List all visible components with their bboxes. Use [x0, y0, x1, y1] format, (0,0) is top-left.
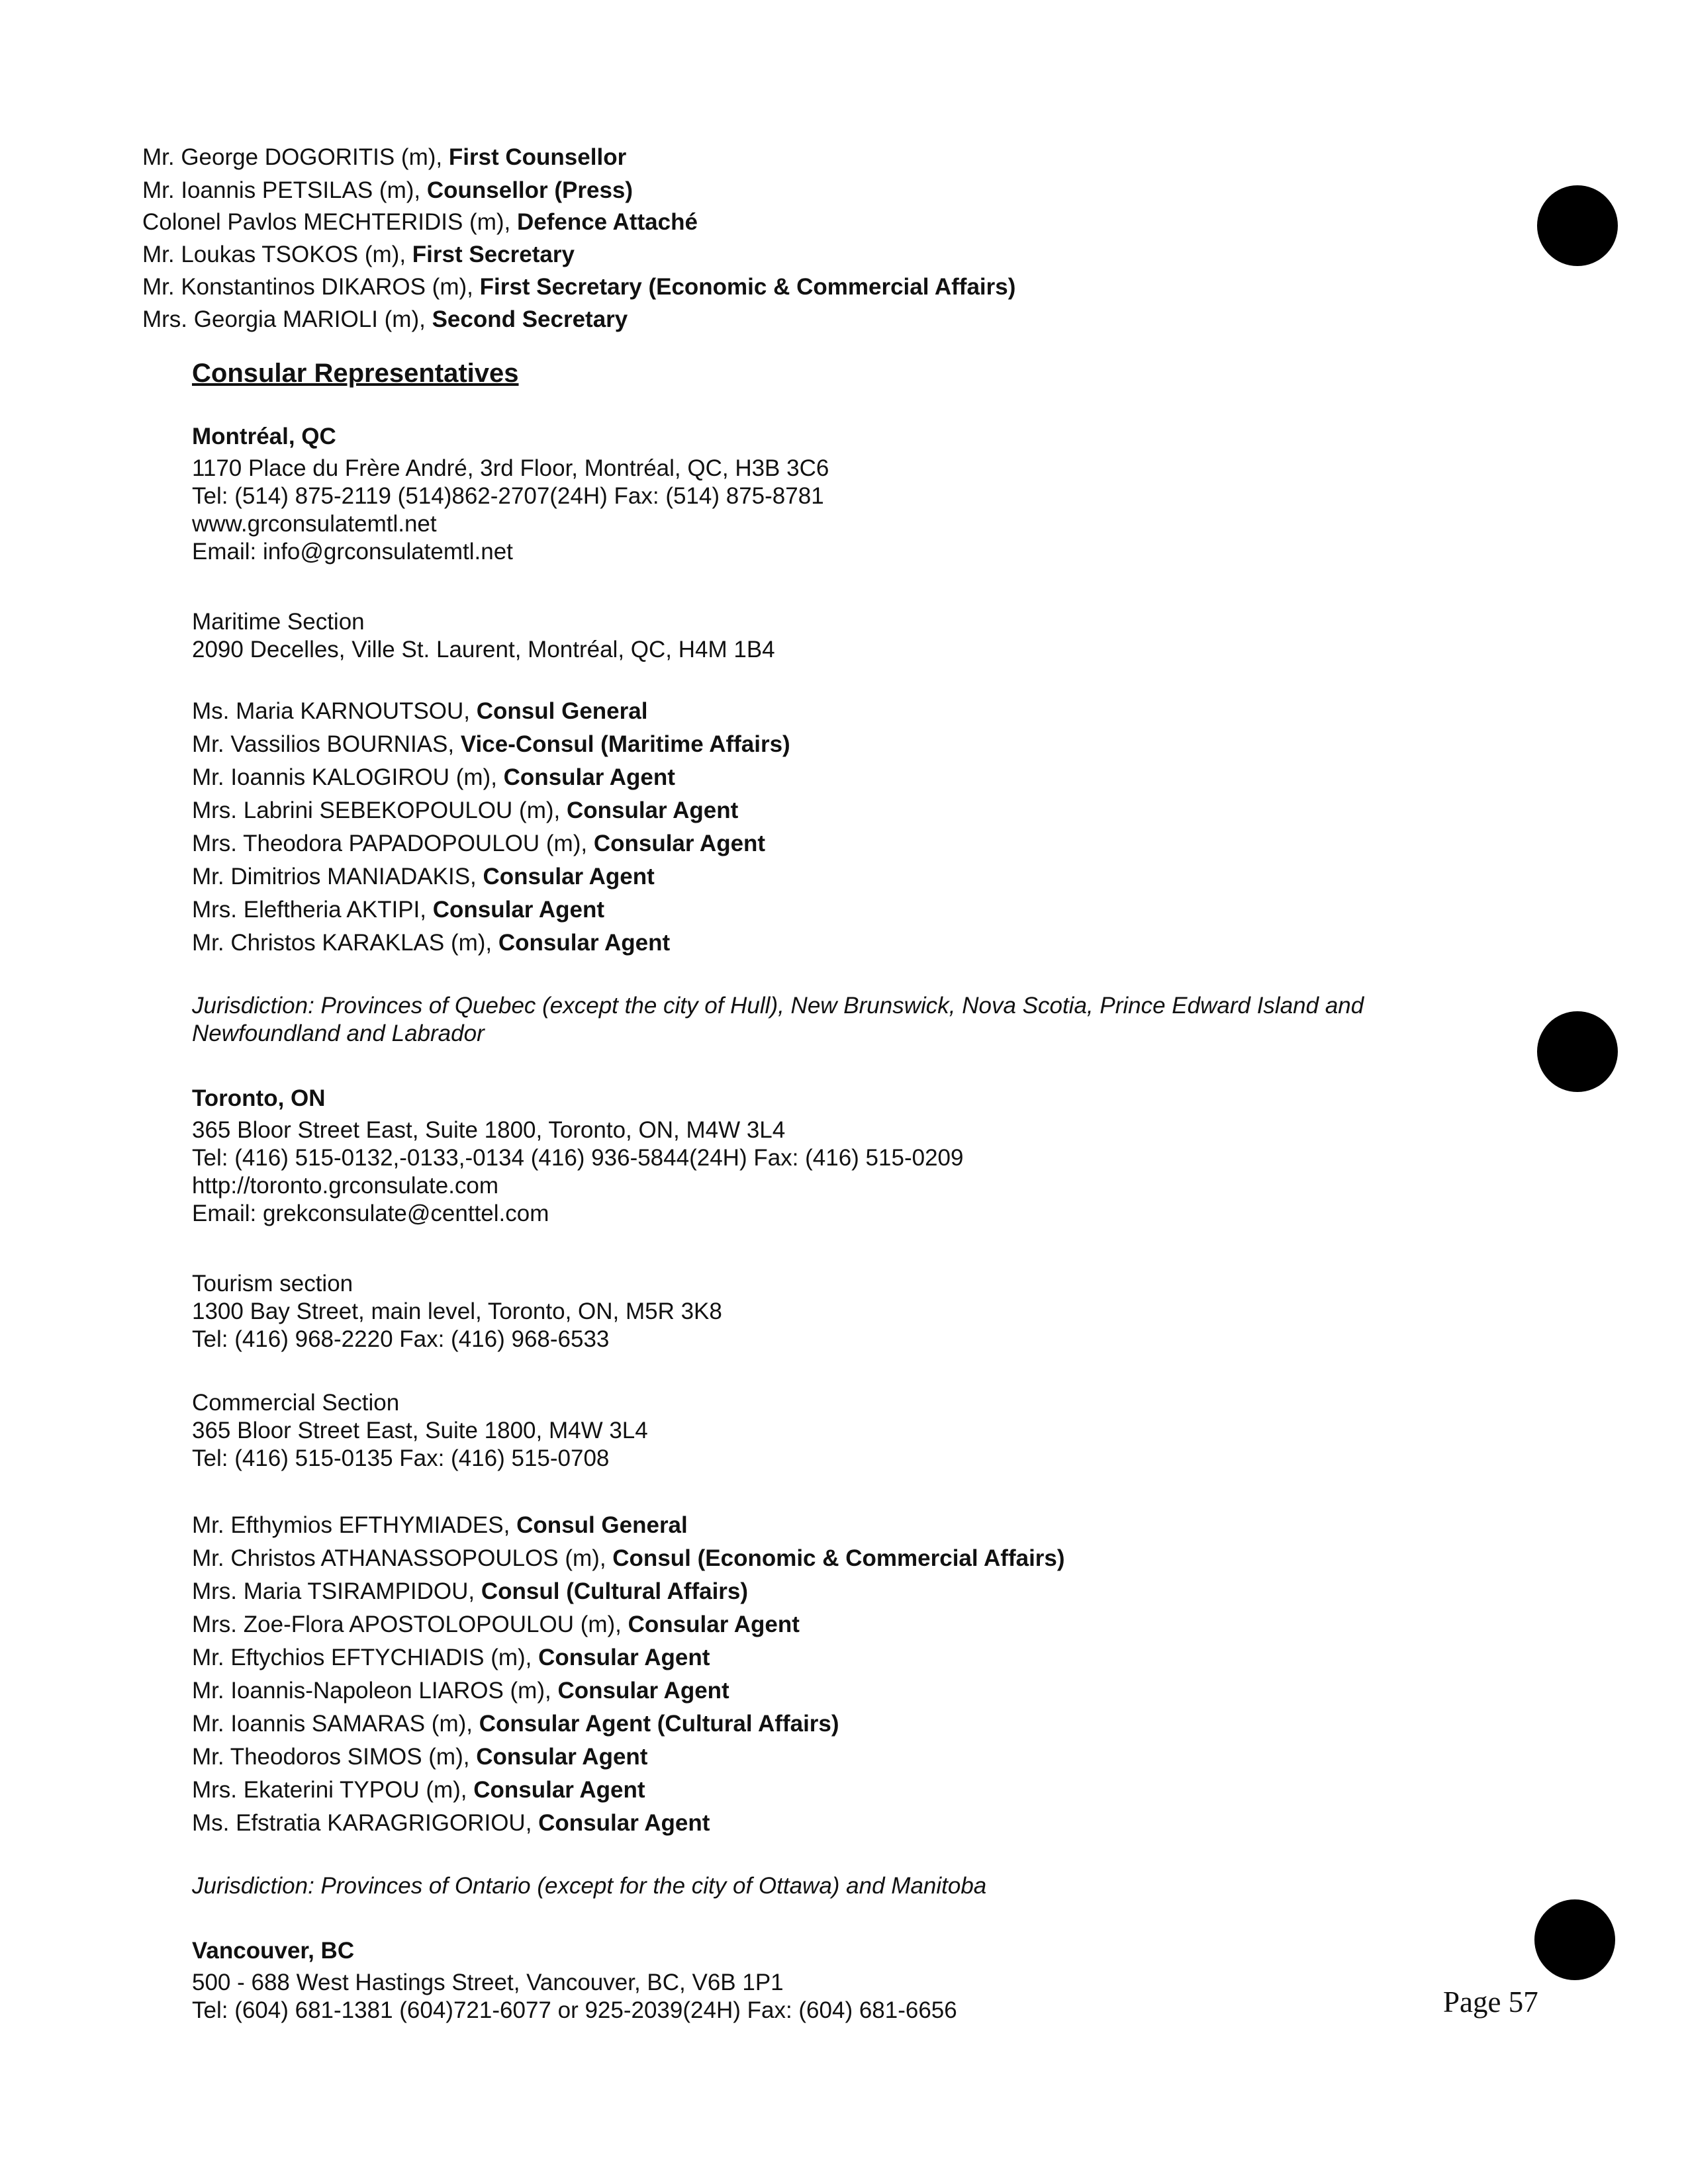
staff-line: Mr. Efthymios EFTHYMIADES, Consul General: [192, 1512, 688, 1538]
address: 365 Bloor Street East, Suite 1800, M4W 3L4: [192, 1418, 648, 1443]
section-heading: Consular Representatives: [192, 359, 519, 388]
email: Email: info@grconsulatemtl.net: [192, 539, 513, 565]
staff-line: Ms. Maria KARNOUTSOU, Consul General: [192, 698, 648, 724]
page-number: Page 57: [1443, 1985, 1538, 2019]
staff-line: Mr. Ioannis KALOGIROU (m), Consular Agent: [192, 764, 675, 790]
jurisdiction: Jurisdiction: Provinces of Ontario (except for the city of Ottawa) and Manitoba: [192, 1873, 987, 1899]
staff-line: Mrs. Theodora PAPADOPOULOU (m), Consular Agent: [192, 831, 766, 856]
staff-line: Mrs. Ekaterini TYPOU (m), Consular Agent: [192, 1777, 645, 1803]
section-label: Commercial Section: [192, 1390, 400, 1416]
address: 500 - 688 West Hastings Street, Vancouver, BC, V6B 1P1: [192, 1970, 784, 1995]
phone-fax: Tel: (604) 681-1381 (604)721-6077 or 925-2039(24H) Fax: (604) 681-6656: [192, 1997, 957, 2023]
phone-fax: Tel: (416) 515-0132,-0133,-0134 (416) 936-5844(24H) Fax: (416) 515-0209: [192, 1145, 964, 1171]
punch-hole: [1534, 1899, 1615, 1980]
staff-line: Mr. Vassilios BOURNIAS, Vice-Consul (Maritime Affairs): [192, 731, 790, 757]
address: 1300 Bay Street, main level, Toronto, ON, M5R 3K8: [192, 1298, 722, 1324]
phone-fax: Tel: (416) 515-0135 Fax: (416) 515-0708: [192, 1445, 610, 1471]
jurisdiction: Newfoundland and Labrador: [192, 1021, 485, 1046]
address: 1170 Place du Frère André, 3rd Floor, Montréal, QC, H3B 3C6: [192, 455, 829, 481]
staff-line: Mrs. Georgia MARIOLI (m), Second Secretary: [142, 306, 628, 332]
staff-line: Mrs. Labrini SEBEKOPOULOU (m), Consular Agent: [192, 797, 739, 823]
city-heading: Toronto, ON: [192, 1085, 326, 1111]
website: www.grconsulatemtl.net: [192, 511, 437, 537]
staff-line: Ms. Efstratia KARAGRIGORIOU, Consular Agent: [192, 1810, 710, 1836]
staff-line: Mr. Christos ATHANASSOPOULOS (m), Consul (Economic & Commercial Affairs): [192, 1545, 1065, 1571]
section-label: Tourism section: [192, 1271, 353, 1297]
website: http://toronto.grconsulate.com: [192, 1173, 499, 1199]
staff-line: Mr. Eftychios EFTYCHIADIS (m), Consular Agent: [192, 1645, 710, 1670]
staff-line: Mr. Ioannis SAMARAS (m), Consular Agent (Cultural Affairs): [192, 1711, 839, 1737]
staff-line: Mrs. Eleftheria AKTIPI, Consular Agent: [192, 897, 605, 923]
staff-line: Colonel Pavlos MECHTERIDIS (m), Defence Attaché: [142, 209, 698, 235]
staff-line: Mr. Dimitrios MANIADAKIS, Consular Agent: [192, 864, 655, 889]
address: 2090 Decelles, Ville St. Laurent, Montréal, QC, H4M 1B4: [192, 637, 775, 662]
phone-fax: Tel: (416) 968-2220 Fax: (416) 968-6533: [192, 1326, 610, 1352]
city-heading: Vancouver, BC: [192, 1938, 355, 1964]
staff-line: Mrs. Maria TSIRAMPIDOU, Consul (Cultural Affairs): [192, 1578, 749, 1604]
staff-line: Mr. Theodoros SIMOS (m), Consular Agent: [192, 1744, 648, 1770]
section-label: Maritime Section: [192, 609, 365, 635]
staff-line: Mr. Konstantinos DIKAROS (m), First Secretary (Economic & Commercial Affairs): [142, 274, 1016, 300]
punch-hole: [1537, 185, 1618, 266]
staff-line: Mr. Ioannis PETSILAS (m), Counsellor (Press): [142, 177, 633, 203]
staff-line: Mr. Ioannis-Napoleon LIAROS (m), Consular Agent: [192, 1678, 729, 1704]
staff-line: Mr. Loukas TSOKOS (m), First Secretary: [142, 242, 575, 267]
email: Email: grekconsulate@centtel.com: [192, 1201, 549, 1226]
phone-fax: Tel: (514) 875-2119 (514)862-2707(24H) Fax: (514) 875-8781: [192, 483, 824, 509]
staff-line: Mr. George DOGORITIS (m), First Counsellor: [142, 144, 627, 170]
staff-line: Mrs. Zoe-Flora APOSTOLOPOULOU (m), Consular Agent: [192, 1612, 800, 1637]
jurisdiction: Jurisdiction: Provinces of Quebec (except the city of Hull), New Brunswick, Nova Scotia, Prince Edward Island and: [192, 993, 1364, 1019]
address: 365 Bloor Street East, Suite 1800, Toronto, ON, M4W 3L4: [192, 1117, 786, 1143]
staff-line: Mr. Christos KARAKLAS (m), Consular Agent: [192, 930, 671, 956]
city-heading: Montréal, QC: [192, 424, 336, 449]
punch-hole: [1537, 1011, 1618, 1092]
